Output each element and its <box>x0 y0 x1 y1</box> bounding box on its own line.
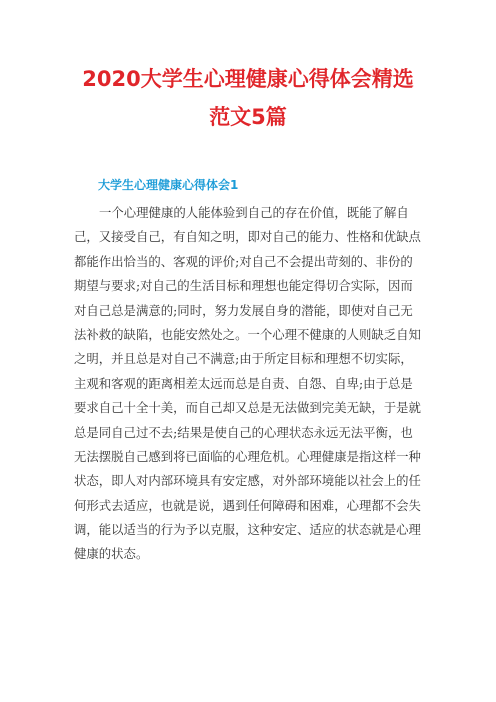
paragraph-line: 无法摆脱自己感到将已面临的心理危机。心理健康是指这样一种 <box>74 448 421 464</box>
paragraph-line: 期望与要求;对自己的生活目标和理想也能定得切合实际，因而 <box>74 278 413 294</box>
paragraph-line: 之明，并且总是对自己不满意;由于所定目标和理想不切实际， <box>74 351 413 367</box>
paragraph-line: 主观和客观的距离相差太远而总是自责、自怨、自卑;由于总是 <box>74 375 413 391</box>
paragraph-line: 健康的状态。 <box>74 546 149 562</box>
paragraph-line: 状态，即人对内部环境具有安定感，对外部环境能以社会上的任 <box>74 473 421 489</box>
paragraph-line: 对自己总是满意的;同时，努力发展自身的潜能，即使对自己无 <box>74 302 413 318</box>
document-title-line-2: 范文5篇 <box>209 105 287 129</box>
paragraph-line: 己，又接受自己，有自知之明，即对自己的能力、性格和优缺点 <box>74 229 421 245</box>
paragraph-line: 调，能以适当的行为予以克服，这种安定、适应的状态就是心理 <box>74 522 421 538</box>
paragraph-line: 都能作出恰当的、客观的评价;对自己不会提出苛刻的、非份的 <box>74 253 413 269</box>
paragraph-line: 一个心理健康的人能体验到自己的存在价值，既能了解自 <box>99 205 409 220</box>
paragraph-line: 要求自己十全十美，而自己却又总是无法做到完美无缺，于是就 <box>74 400 421 416</box>
section-heading: 大学生心理健康心得体会1 <box>98 178 239 192</box>
body-paragraph <box>74 201 424 567</box>
paragraph-line: 何形式去适应，也就是说，遇到任何障碍和困难，心理都不会失 <box>74 497 421 513</box>
document-title-line-1: 2020大学生心理健康心得体会精选 <box>82 67 414 91</box>
paragraph-line: 法补救的缺陷，也能安然处之。一个心理不健康的人则缺乏自知 <box>74 326 421 342</box>
paragraph-line: 总是同自己过不去;结果是使自己的心理状态永远无法平衡，也 <box>74 424 413 440</box>
